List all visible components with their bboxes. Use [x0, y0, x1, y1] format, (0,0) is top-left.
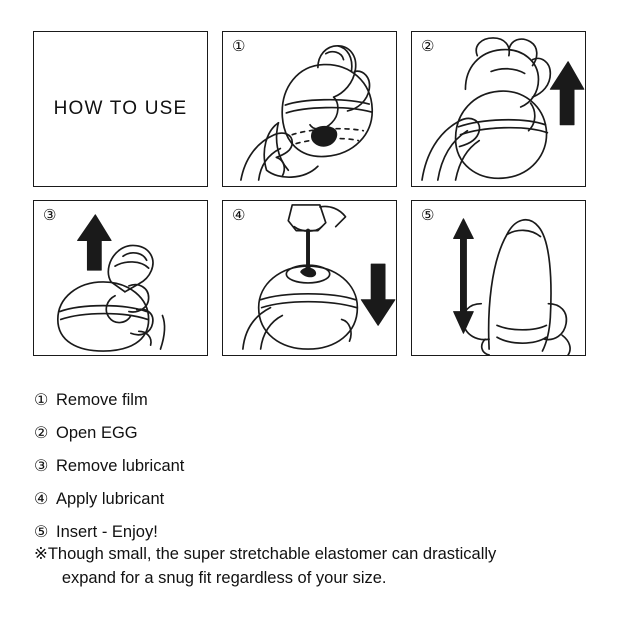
- legend-item-1: [34, 392, 594, 409]
- panel-step-1: [222, 31, 397, 187]
- legend-mark-2: ②: [34, 425, 49, 442]
- panel-step-5: [411, 200, 586, 356]
- panel-step-4: [222, 200, 397, 356]
- footnote-line-2: expand for a snug fit regardless of your size.: [61, 568, 387, 587]
- panel-grid: [33, 31, 588, 356]
- panel-how-to-use: [33, 31, 208, 187]
- hands-opening-egg-icon: [412, 32, 585, 186]
- step-number-3: ③: [43, 207, 57, 224]
- legend-list: [34, 392, 594, 557]
- legend-text-1: Remove film: [56, 391, 148, 409]
- legend-mark-5: ⑤: [34, 524, 49, 541]
- legend-mark-3: ③: [34, 458, 49, 475]
- insert-enjoy-icon: [412, 201, 585, 355]
- legend-item-4: [34, 491, 594, 508]
- legend-item-5: [34, 524, 594, 541]
- page-title: HOW TO USE: [53, 98, 188, 119]
- footnote-line-1: Though small, the super stretchable elastomer can drastically: [47, 545, 497, 563]
- legend-mark-4: ④: [34, 491, 49, 508]
- legend-mark-1: ①: [34, 392, 49, 409]
- footnote-mark: ※: [34, 545, 48, 563]
- hand-removing-lubricant-icon: [34, 201, 207, 355]
- panel-step-2: [411, 31, 586, 187]
- step-number-1: ①: [232, 38, 246, 55]
- hand-peeling-film-icon: [223, 32, 396, 186]
- step-number-5: ⑤: [421, 207, 435, 224]
- step-number-4: ④: [232, 207, 246, 224]
- applying-lubricant-icon: [223, 201, 396, 355]
- legend-text-5: Insert - Enjoy!: [56, 523, 158, 541]
- legend-item-3: [34, 458, 594, 475]
- legend-text-4: Apply lubricant: [56, 490, 165, 508]
- legend-text-3: Remove lubricant: [56, 457, 185, 475]
- panel-step-3: [33, 200, 208, 356]
- legend-text-2: Open EGG: [56, 424, 138, 442]
- step-number-2: ②: [421, 38, 435, 55]
- footnote: [34, 543, 590, 591]
- legend-item-2: [34, 425, 594, 442]
- footnote-text: [48, 543, 496, 591]
